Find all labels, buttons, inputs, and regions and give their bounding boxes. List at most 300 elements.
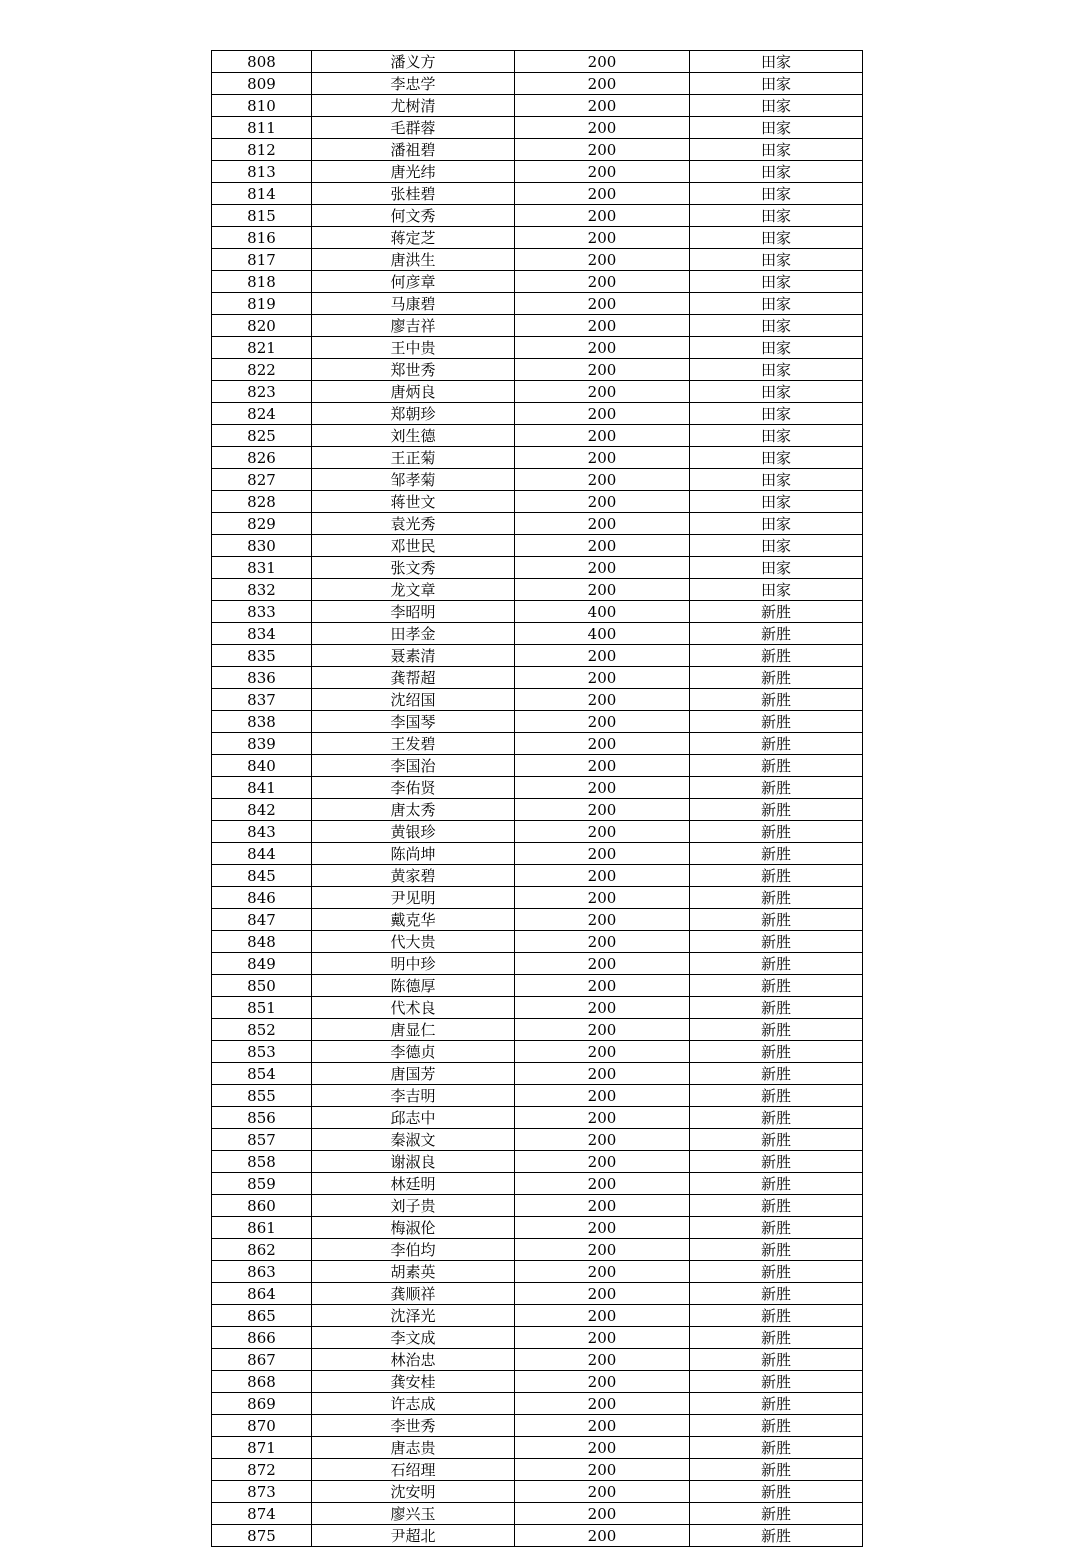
name-cell: 何文秀 — [312, 205, 515, 227]
table-row — [212, 667, 863, 689]
name-cell: 邓世民 — [312, 535, 515, 557]
name-cell: 郑世秀 — [312, 359, 515, 381]
amount-cell: 200 — [515, 139, 690, 161]
table-row — [212, 579, 863, 601]
table-row — [212, 205, 863, 227]
amount-cell: 200 — [515, 1195, 690, 1217]
table-row — [212, 799, 863, 821]
village-cell: 田家 — [690, 293, 863, 315]
table-row — [212, 645, 863, 667]
amount-cell: 200 — [515, 1371, 690, 1393]
amount-cell: 200 — [515, 1393, 690, 1415]
row-number-cell: 833 — [212, 601, 312, 623]
amount-cell: 200 — [515, 117, 690, 139]
name-cell: 刘生德 — [312, 425, 515, 447]
name-cell: 戴克华 — [312, 909, 515, 931]
amount-cell: 200 — [515, 249, 690, 271]
table-row — [212, 1107, 863, 1129]
table-row — [212, 1283, 863, 1305]
amount-cell: 200 — [515, 337, 690, 359]
amount-cell: 200 — [515, 1503, 690, 1525]
village-cell: 新胜 — [690, 1261, 863, 1283]
name-cell: 尤树清 — [312, 95, 515, 117]
row-number-cell: 834 — [212, 623, 312, 645]
name-cell: 沈泽光 — [312, 1305, 515, 1327]
name-cell: 邱志中 — [312, 1107, 515, 1129]
name-cell: 陈德厚 — [312, 975, 515, 997]
row-number-cell: 814 — [212, 183, 312, 205]
amount-cell: 200 — [515, 513, 690, 535]
amount-cell: 200 — [515, 557, 690, 579]
village-cell: 田家 — [690, 117, 863, 139]
name-cell: 李世秀 — [312, 1415, 515, 1437]
village-cell: 新胜 — [690, 1239, 863, 1261]
name-cell: 尹见明 — [312, 887, 515, 909]
table-row — [212, 865, 863, 887]
amount-cell: 200 — [515, 315, 690, 337]
table-row — [212, 469, 863, 491]
table-row — [212, 601, 863, 623]
table-row — [212, 337, 863, 359]
name-cell: 龚顺祥 — [312, 1283, 515, 1305]
name-cell: 唐炳良 — [312, 381, 515, 403]
village-cell: 新胜 — [690, 953, 863, 975]
row-number-cell: 811 — [212, 117, 312, 139]
name-cell: 唐光纬 — [312, 161, 515, 183]
row-number-cell: 871 — [212, 1437, 312, 1459]
name-cell: 李国琴 — [312, 711, 515, 733]
village-cell: 新胜 — [690, 1195, 863, 1217]
row-number-cell: 831 — [212, 557, 312, 579]
amount-cell: 200 — [515, 1283, 690, 1305]
row-number-cell: 836 — [212, 667, 312, 689]
amount-cell: 200 — [515, 843, 690, 865]
village-cell: 田家 — [690, 469, 863, 491]
row-number-cell: 867 — [212, 1349, 312, 1371]
village-cell: 新胜 — [690, 1085, 863, 1107]
table-row — [212, 1371, 863, 1393]
amount-cell: 200 — [515, 645, 690, 667]
amount-cell: 200 — [515, 755, 690, 777]
table-row — [212, 95, 863, 117]
table-row — [212, 557, 863, 579]
row-number-cell: 853 — [212, 1041, 312, 1063]
row-number-cell: 869 — [212, 1393, 312, 1415]
name-cell: 李德贞 — [312, 1041, 515, 1063]
amount-cell: 200 — [515, 1063, 690, 1085]
table-row — [212, 491, 863, 513]
village-cell: 田家 — [690, 403, 863, 425]
amount-cell: 200 — [515, 1261, 690, 1283]
table-row — [212, 1459, 863, 1481]
amount-cell: 200 — [515, 997, 690, 1019]
village-cell: 田家 — [690, 161, 863, 183]
table-row — [212, 1041, 863, 1063]
table-row — [212, 975, 863, 997]
table-row — [212, 293, 863, 315]
amount-cell: 200 — [515, 1151, 690, 1173]
name-cell: 李伯均 — [312, 1239, 515, 1261]
name-cell: 李国治 — [312, 755, 515, 777]
amount-cell: 200 — [515, 1349, 690, 1371]
village-cell: 新胜 — [690, 1041, 863, 1063]
village-cell: 新胜 — [690, 931, 863, 953]
amount-cell: 200 — [515, 667, 690, 689]
table-row — [212, 887, 863, 909]
village-cell: 田家 — [690, 227, 863, 249]
village-cell: 新胜 — [690, 1349, 863, 1371]
table-row — [212, 1415, 863, 1437]
village-cell: 新胜 — [690, 1063, 863, 1085]
amount-cell: 200 — [515, 535, 690, 557]
name-cell: 林治忠 — [312, 1349, 515, 1371]
amount-cell: 200 — [515, 1129, 690, 1151]
row-number-cell: 849 — [212, 953, 312, 975]
amount-cell: 200 — [515, 975, 690, 997]
table-row — [212, 1239, 863, 1261]
row-number-cell: 844 — [212, 843, 312, 865]
village-cell: 田家 — [690, 535, 863, 557]
table-row — [212, 1085, 863, 1107]
row-number-cell: 817 — [212, 249, 312, 271]
name-cell: 王中贵 — [312, 337, 515, 359]
row-number-cell: 858 — [212, 1151, 312, 1173]
row-number-cell: 848 — [212, 931, 312, 953]
village-cell: 田家 — [690, 95, 863, 117]
name-cell: 何彦章 — [312, 271, 515, 293]
row-number-cell: 845 — [212, 865, 312, 887]
table-row — [212, 623, 863, 645]
amount-cell: 200 — [515, 1327, 690, 1349]
village-cell: 新胜 — [690, 711, 863, 733]
row-number-cell: 809 — [212, 73, 312, 95]
row-number-cell: 816 — [212, 227, 312, 249]
table-row — [212, 689, 863, 711]
row-number-cell: 808 — [212, 51, 312, 73]
name-cell: 龚帮超 — [312, 667, 515, 689]
table-row — [212, 51, 863, 73]
village-cell: 田家 — [690, 359, 863, 381]
table-body — [212, 51, 863, 1547]
name-cell: 许志成 — [312, 1393, 515, 1415]
village-cell: 新胜 — [690, 909, 863, 931]
amount-cell: 200 — [515, 1107, 690, 1129]
village-cell: 新胜 — [690, 1327, 863, 1349]
name-cell: 谢淑良 — [312, 1151, 515, 1173]
amount-cell: 200 — [515, 205, 690, 227]
table-row — [212, 403, 863, 425]
amount-cell: 200 — [515, 821, 690, 843]
village-cell: 田家 — [690, 139, 863, 161]
row-number-cell: 865 — [212, 1305, 312, 1327]
row-number-cell: 819 — [212, 293, 312, 315]
table-row — [212, 777, 863, 799]
name-cell: 唐显仁 — [312, 1019, 515, 1041]
name-cell: 田孝金 — [312, 623, 515, 645]
village-cell: 田家 — [690, 205, 863, 227]
amount-cell: 200 — [515, 271, 690, 293]
amount-cell: 200 — [515, 1437, 690, 1459]
village-cell: 新胜 — [690, 1415, 863, 1437]
row-number-cell: 851 — [212, 997, 312, 1019]
amount-cell: 200 — [515, 1173, 690, 1195]
row-number-cell: 839 — [212, 733, 312, 755]
name-cell: 毛群蓉 — [312, 117, 515, 139]
name-cell: 王发碧 — [312, 733, 515, 755]
amount-cell: 200 — [515, 227, 690, 249]
row-number-cell: 852 — [212, 1019, 312, 1041]
village-cell: 新胜 — [690, 1283, 863, 1305]
village-cell: 新胜 — [690, 1371, 863, 1393]
village-cell: 田家 — [690, 271, 863, 293]
village-cell: 新胜 — [690, 733, 863, 755]
village-cell: 新胜 — [690, 865, 863, 887]
village-cell: 新胜 — [690, 1503, 863, 1525]
table-row — [212, 821, 863, 843]
amount-cell: 200 — [515, 865, 690, 887]
row-number-cell: 840 — [212, 755, 312, 777]
table-row — [212, 1063, 863, 1085]
table-row — [212, 315, 863, 337]
row-number-cell: 842 — [212, 799, 312, 821]
name-cell: 王正菊 — [312, 447, 515, 469]
name-cell: 秦淑文 — [312, 1129, 515, 1151]
village-cell: 新胜 — [690, 887, 863, 909]
table-row — [212, 161, 863, 183]
name-cell: 龙文章 — [312, 579, 515, 601]
amount-cell: 200 — [515, 293, 690, 315]
row-number-cell: 841 — [212, 777, 312, 799]
row-number-cell: 843 — [212, 821, 312, 843]
village-cell: 新胜 — [690, 689, 863, 711]
village-cell: 新胜 — [690, 1151, 863, 1173]
amount-cell: 200 — [515, 1305, 690, 1327]
row-number-cell: 855 — [212, 1085, 312, 1107]
table-row — [212, 997, 863, 1019]
row-number-cell: 864 — [212, 1283, 312, 1305]
row-number-cell: 856 — [212, 1107, 312, 1129]
name-cell: 李昭明 — [312, 601, 515, 623]
row-number-cell: 870 — [212, 1415, 312, 1437]
row-number-cell: 830 — [212, 535, 312, 557]
name-cell: 廖兴玉 — [312, 1503, 515, 1525]
name-cell: 尹超北 — [312, 1525, 515, 1547]
row-number-cell: 854 — [212, 1063, 312, 1085]
row-number-cell: 863 — [212, 1261, 312, 1283]
name-cell: 袁光秀 — [312, 513, 515, 535]
row-number-cell: 862 — [212, 1239, 312, 1261]
village-cell: 田家 — [690, 579, 863, 601]
amount-cell: 200 — [515, 1415, 690, 1437]
row-number-cell: 824 — [212, 403, 312, 425]
name-cell: 沈安明 — [312, 1481, 515, 1503]
village-cell: 新胜 — [690, 601, 863, 623]
amount-cell: 200 — [515, 733, 690, 755]
amount-cell: 200 — [515, 1041, 690, 1063]
village-cell: 新胜 — [690, 843, 863, 865]
amount-cell: 200 — [515, 183, 690, 205]
village-cell: 田家 — [690, 183, 863, 205]
village-cell: 田家 — [690, 557, 863, 579]
name-cell: 陈尚坤 — [312, 843, 515, 865]
village-cell: 新胜 — [690, 1393, 863, 1415]
name-cell: 潘祖碧 — [312, 139, 515, 161]
row-number-cell: 850 — [212, 975, 312, 997]
row-number-cell: 872 — [212, 1459, 312, 1481]
village-cell: 田家 — [690, 51, 863, 73]
table-row — [212, 1437, 863, 1459]
name-cell: 胡素英 — [312, 1261, 515, 1283]
table-row — [212, 425, 863, 447]
name-cell: 马康碧 — [312, 293, 515, 315]
village-cell: 田家 — [690, 491, 863, 513]
row-number-cell: 847 — [212, 909, 312, 931]
table-row — [212, 359, 863, 381]
village-cell: 新胜 — [690, 975, 863, 997]
row-number-cell: 838 — [212, 711, 312, 733]
table-row — [212, 1327, 863, 1349]
name-cell: 郑朝珍 — [312, 403, 515, 425]
row-number-cell: 818 — [212, 271, 312, 293]
amount-cell: 200 — [515, 73, 690, 95]
name-cell: 聂素清 — [312, 645, 515, 667]
name-cell: 沈绍国 — [312, 689, 515, 711]
row-number-cell: 857 — [212, 1129, 312, 1151]
name-cell: 张桂碧 — [312, 183, 515, 205]
row-number-cell: 874 — [212, 1503, 312, 1525]
name-cell: 蒋世文 — [312, 491, 515, 513]
table-row — [212, 1349, 863, 1371]
village-cell: 田家 — [690, 249, 863, 271]
row-number-cell: 826 — [212, 447, 312, 469]
amount-cell: 400 — [515, 623, 690, 645]
amount-cell: 200 — [515, 491, 690, 513]
village-cell: 新胜 — [690, 821, 863, 843]
table-row — [212, 1503, 863, 1525]
name-cell: 刘子贵 — [312, 1195, 515, 1217]
name-cell: 邹孝菊 — [312, 469, 515, 491]
amount-cell: 200 — [515, 1459, 690, 1481]
name-cell: 李吉明 — [312, 1085, 515, 1107]
table-row — [212, 447, 863, 469]
row-number-cell: 810 — [212, 95, 312, 117]
table-row — [212, 271, 863, 293]
name-cell: 李佑贤 — [312, 777, 515, 799]
amount-cell: 200 — [515, 931, 690, 953]
name-cell: 黄银珍 — [312, 821, 515, 843]
amount-cell: 400 — [515, 601, 690, 623]
table-row — [212, 1151, 863, 1173]
village-cell: 田家 — [690, 73, 863, 95]
table-row — [212, 1195, 863, 1217]
table-row — [212, 733, 863, 755]
row-number-cell: 873 — [212, 1481, 312, 1503]
name-cell: 潘义方 — [312, 51, 515, 73]
name-cell: 张文秀 — [312, 557, 515, 579]
name-cell: 龚安桂 — [312, 1371, 515, 1393]
name-cell: 蒋定芝 — [312, 227, 515, 249]
amount-cell: 200 — [515, 469, 690, 491]
name-cell: 唐国芳 — [312, 1063, 515, 1085]
village-cell: 田家 — [690, 447, 863, 469]
amount-cell: 200 — [515, 887, 690, 909]
row-number-cell: 822 — [212, 359, 312, 381]
row-number-cell: 875 — [212, 1525, 312, 1547]
table-row — [212, 1019, 863, 1041]
village-cell: 新胜 — [690, 1481, 863, 1503]
amount-cell: 200 — [515, 799, 690, 821]
amount-cell: 200 — [515, 777, 690, 799]
name-cell: 林廷明 — [312, 1173, 515, 1195]
table-row — [212, 117, 863, 139]
table-row — [212, 227, 863, 249]
row-number-cell: 820 — [212, 315, 312, 337]
village-cell: 新胜 — [690, 1459, 863, 1481]
table-row — [212, 1525, 863, 1547]
row-number-cell: 813 — [212, 161, 312, 183]
name-cell: 廖吉祥 — [312, 315, 515, 337]
row-number-cell: 815 — [212, 205, 312, 227]
amount-cell: 200 — [515, 51, 690, 73]
amount-cell: 200 — [515, 579, 690, 601]
name-cell: 黄家碧 — [312, 865, 515, 887]
row-number-cell: 868 — [212, 1371, 312, 1393]
village-cell: 新胜 — [690, 1173, 863, 1195]
row-number-cell: 846 — [212, 887, 312, 909]
village-cell: 新胜 — [690, 1107, 863, 1129]
data-table — [211, 50, 863, 1547]
amount-cell: 200 — [515, 359, 690, 381]
table-row — [212, 931, 863, 953]
village-cell: 田家 — [690, 337, 863, 359]
village-cell: 新胜 — [690, 1525, 863, 1547]
table-row — [212, 381, 863, 403]
amount-cell: 200 — [515, 1481, 690, 1503]
row-number-cell: 861 — [212, 1217, 312, 1239]
table-row — [212, 1305, 863, 1327]
row-number-cell: 832 — [212, 579, 312, 601]
row-number-cell: 835 — [212, 645, 312, 667]
village-cell: 新胜 — [690, 777, 863, 799]
table-row — [212, 1217, 863, 1239]
amount-cell: 200 — [515, 1217, 690, 1239]
village-cell: 新胜 — [690, 997, 863, 1019]
table-row — [212, 73, 863, 95]
name-cell: 唐洪生 — [312, 249, 515, 271]
row-number-cell: 825 — [212, 425, 312, 447]
table-row — [212, 249, 863, 271]
table-row — [212, 1129, 863, 1151]
table-row — [212, 513, 863, 535]
row-number-cell: 860 — [212, 1195, 312, 1217]
name-cell: 李文成 — [312, 1327, 515, 1349]
village-cell: 新胜 — [690, 1305, 863, 1327]
name-cell: 唐太秀 — [312, 799, 515, 821]
table-row — [212, 1261, 863, 1283]
village-cell: 田家 — [690, 381, 863, 403]
table-row — [212, 183, 863, 205]
table-row — [212, 1173, 863, 1195]
village-cell: 新胜 — [690, 667, 863, 689]
village-cell: 新胜 — [690, 799, 863, 821]
row-number-cell: 866 — [212, 1327, 312, 1349]
row-number-cell: 821 — [212, 337, 312, 359]
amount-cell: 200 — [515, 1019, 690, 1041]
amount-cell: 200 — [515, 1525, 690, 1547]
village-cell: 田家 — [690, 513, 863, 535]
amount-cell: 200 — [515, 909, 690, 931]
name-cell: 代大贵 — [312, 931, 515, 953]
